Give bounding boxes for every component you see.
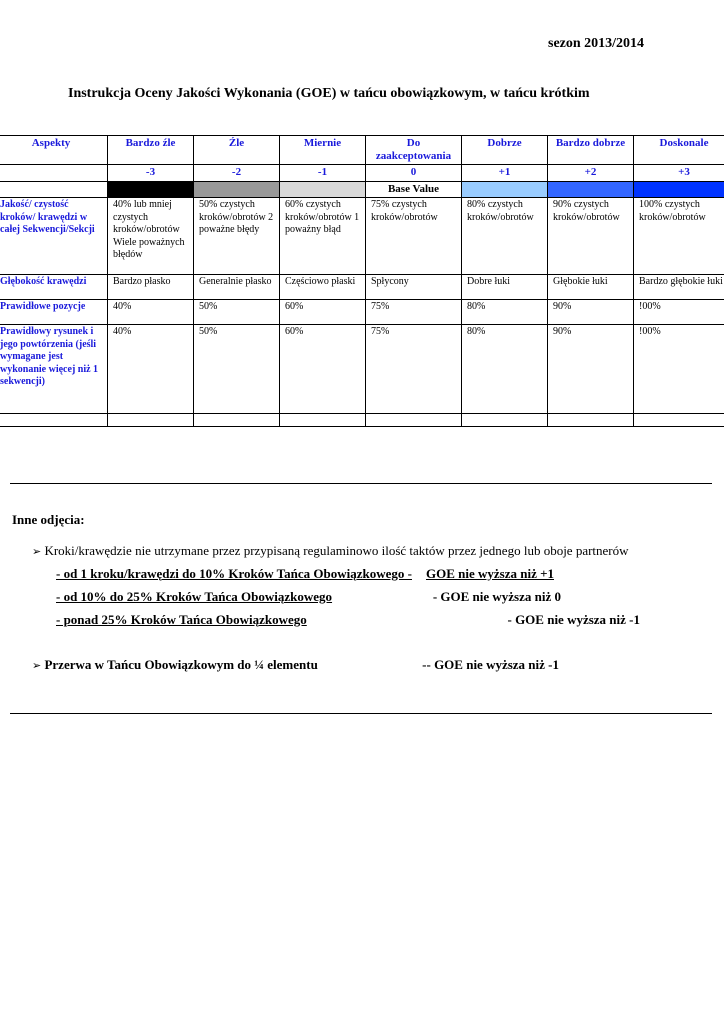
aspect-label: Głębokość krawędzi [0,275,108,300]
table-cell: 50% [194,300,280,325]
table-cell: 40% lub mniej czystych kroków/obrotów Wiele poważnych błędów [108,198,194,275]
deductions-heading: Inne odjęcia: [12,512,85,527]
goe-values-row [0,165,724,182]
color-swatch-row [0,182,724,198]
color-swatch [280,182,366,198]
column-header: Do zaakceptowania [366,136,462,165]
subitem-condition: - od 10% do 25% Kroków Tańca Obowiązkowego [56,589,333,604]
table-cell: 90% [548,300,634,325]
table-header-row [0,136,724,165]
deduction-item [32,657,559,673]
table-row-empty [0,414,724,427]
empty-cell [194,414,280,427]
table-cell: 50% czystych kroków/obrotów 2 poważne błędy [194,198,280,275]
table-cell: !00% [634,300,724,325]
arrow-bullet-icon: ➢ [32,545,42,558]
color-swatch [194,182,280,198]
page-title: Instrukcja Oceny Jakości Wykonania (GOE) w tańcu obowiązkowym, w tańcu krótkim [68,86,590,101]
table-row [0,325,724,414]
column-header: Bardzo źle [108,136,194,165]
empty-cell [462,414,548,427]
column-header: Dobrze [462,136,548,165]
divider [10,713,712,714]
aspect-label: Jakość/ czystość kroków/ krawędzi w całej Sekwencji/Sekcji [0,198,108,275]
goe-table [0,135,724,427]
table-cell: Dobre łuki [462,275,548,300]
empty-cell [108,414,194,427]
empty-cell [280,414,366,427]
empty-cell [0,165,108,182]
table-row [0,300,724,325]
column-header: Miernie [280,136,366,165]
goe-value: 0 [366,165,462,182]
table-cell: Częściowo płaski [280,275,366,300]
goe-value: -3 [108,165,194,182]
goe-value: -1 [280,165,366,182]
aspect-label: Prawidłowe pozycje [0,300,108,325]
goe-value: +1 [462,165,548,182]
table-row [0,275,724,300]
table-cell: Bardzo głębokie łuki [634,275,724,300]
empty-cell [0,414,108,427]
table-cell: 50% [194,325,280,414]
deduction-text: Kroki/krawędzie nie utrzymane przez przypisaną regulaminowo ilość taktów przez jednego lub oboje partnerów [44,543,629,558]
color-swatch [108,182,194,198]
aspect-label: Prawidłowy rysunek i jego powtórzenia (jeśli wymagane jest wykonanie więcej niż 1 sekwencji) [0,325,108,414]
color-swatch [548,182,634,198]
table-cell: 80% czystych kroków/obrotów [462,198,548,275]
table-cell: 90% [548,325,634,414]
deduction-item [32,543,629,559]
table-cell: 75% [366,325,462,414]
deduction-subitem [56,589,561,605]
subitem-goe-limit: - GOE nie wyższa niż 0 [432,589,561,604]
column-header: Aspekty [0,136,108,165]
subitem-goe-limit: GOE nie wyższa niż +1 [425,566,554,581]
subitem-condition: - od 1 kroku/krawędzi do 10% Kroków Tańca Obowiązkowego - [56,566,412,581]
empty-cell [0,182,108,198]
goe-value: +3 [634,165,724,182]
color-swatch [462,182,548,198]
column-header: Źle [194,136,280,165]
table-cell: 100% czystych kroków/obrotów [634,198,724,275]
season-label: sezon 2013/2014 [548,36,645,51]
table-cell: 60% [280,325,366,414]
column-header: Doskonale [634,136,724,165]
goe-value: +2 [548,165,634,182]
arrow-bullet-icon: ➢ [32,659,42,672]
deduction-goe-limit: -- GOE nie wyższa niż -1 [422,657,559,672]
deduction-subitem [56,566,576,582]
table-row [0,198,724,275]
subitem-goe-limit: - GOE nie wyższa niż -1 [507,612,640,627]
table-cell: 40% [108,325,194,414]
base-value-cell: Base Value [366,182,462,198]
deduction-subitem [56,612,640,628]
table-cell: Bardzo płasko [108,275,194,300]
empty-cell [366,414,462,427]
column-header: Bardzo dobrze [548,136,634,165]
table-cell: 40% [108,300,194,325]
color-swatch [634,182,724,198]
table-cell: 90% czystych kroków/obrotów [548,198,634,275]
table-cell: Głębokie łuki [548,275,634,300]
table-cell: 75% czystych kroków/obrotów [366,198,462,275]
table-cell: 60% [280,300,366,325]
table-cell: 60% czystych kroków/obrotów 1 poważny błąd [280,198,366,275]
table-cell: Generalnie płasko [194,275,280,300]
subitem-condition: - ponad 25% Kroków Tańca Obowiązkowego [56,612,307,627]
table-cell: Spłycony [366,275,462,300]
empty-cell [548,414,634,427]
deduction-text: Przerwa w Tańcu Obowiązkowym do ¼ elementu [44,657,318,672]
divider [10,483,712,484]
table-cell: 75% [366,300,462,325]
table-cell: 80% [462,325,548,414]
goe-value: -2 [194,165,280,182]
empty-cell [634,414,724,427]
table-cell: !00% [634,325,724,414]
table-cell: 80% [462,300,548,325]
